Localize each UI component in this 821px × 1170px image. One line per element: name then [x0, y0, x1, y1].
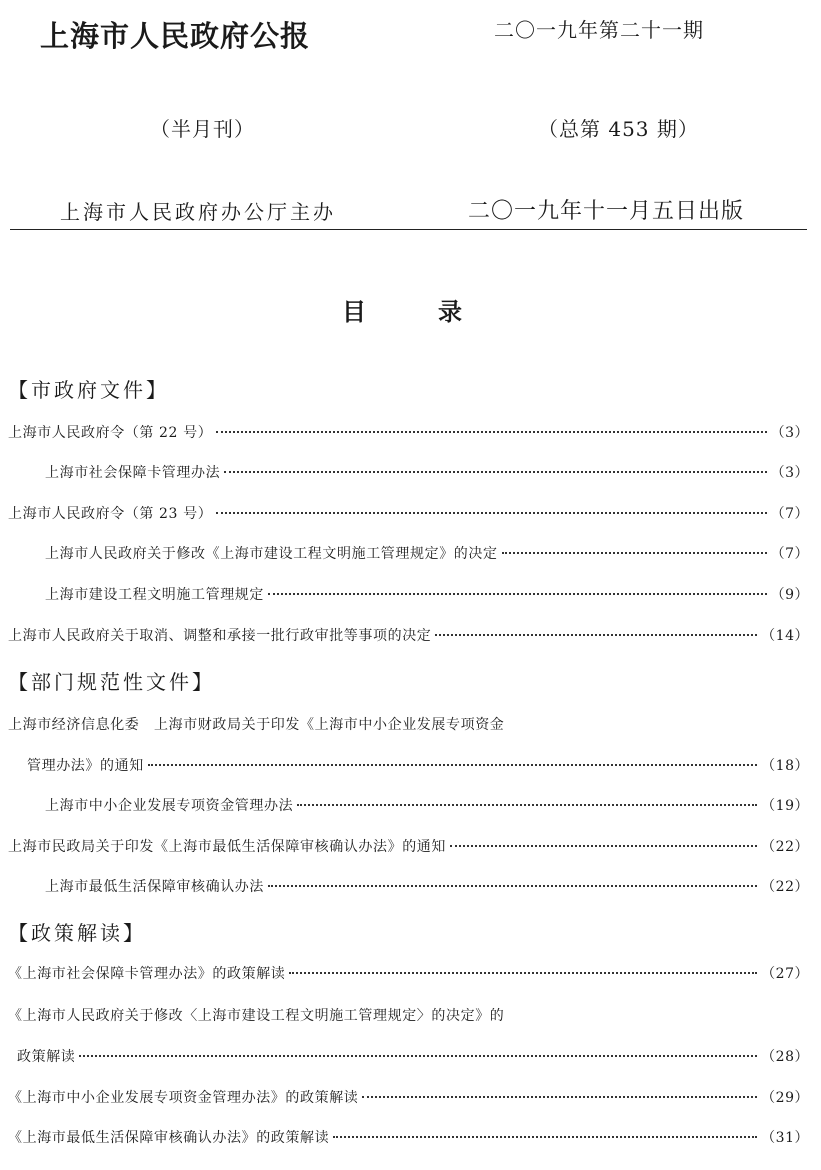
section-heading-policy-interpretation: 【政策解读】 [8, 921, 146, 945]
publisher-host: 上海市人民政府办公厅主办 [60, 200, 336, 224]
toc-entry-page: （14） [761, 628, 809, 644]
leader-dots [268, 591, 767, 595]
leader-dots [216, 429, 766, 433]
leader-dots [79, 1053, 757, 1057]
toc-entry[interactable] [45, 876, 809, 898]
toc-entry-label: 上海市人民政府令（第 22 号） [8, 425, 213, 441]
leader-dots [224, 469, 766, 473]
toc-entry[interactable] [45, 462, 809, 484]
toc-entry[interactable] [45, 795, 809, 817]
toc-entry-label: 《上海市社会保障卡管理办法》的政策解读 [8, 966, 286, 982]
toc-entry-label: 上海市人民政府关于取消、调整和承接一批行政审批等事项的决定 [8, 628, 432, 644]
toc-entry-page: （7） [770, 546, 809, 562]
toc-entry-first-line[interactable]: 《上海市人民政府关于修改〈上海市建设工程文明施工管理规定〉的决定》的 [8, 1008, 505, 1024]
leader-dots [216, 510, 766, 514]
toc-entry-label: 政策解读 [17, 1049, 76, 1065]
toc-entry-page: （19） [761, 798, 809, 814]
toc-entry-page: （27） [761, 966, 809, 982]
leader-dots [362, 1094, 757, 1098]
toc-entry-first-line[interactable]: 上海市经济信息化委 上海市财政局关于印发《上海市中小企业发展专项资金 [8, 717, 505, 733]
toc-entry[interactable] [17, 1046, 809, 1068]
toc-entry-label: 上海市人民政府令（第 23 号） [8, 506, 213, 522]
leader-dots [450, 843, 757, 847]
leader-dots [333, 1134, 757, 1138]
toc-entry-page: （22） [761, 879, 809, 895]
toc-entry-page: （3） [770, 425, 809, 441]
toc-entry-label: 管理办法》的通知 [27, 758, 144, 774]
leader-dots [502, 550, 767, 554]
toc-entry-label: 上海市最低生活保障审核确认办法 [45, 879, 264, 895]
leader-dots [297, 802, 757, 806]
toc-entry-label: 上海市社会保障卡管理办法 [45, 465, 221, 481]
toc-entry[interactable] [8, 422, 809, 444]
toc-entry-label: 《上海市最低生活保障审核确认办法》的政策解读 [8, 1130, 330, 1146]
toc-entry-label: 上海市人民政府关于修改《上海市建设工程文明施工管理规定》的决定 [45, 546, 498, 562]
toc-entry[interactable] [8, 836, 809, 858]
publish-date: 二〇一九年十一月五日出版 [468, 199, 745, 224]
toc-entry[interactable] [8, 1127, 809, 1149]
toc-entry[interactable] [27, 755, 809, 777]
toc-entry-page: （29） [761, 1090, 809, 1106]
header-divider [10, 229, 807, 230]
leader-dots [435, 632, 757, 636]
toc-entry-page: （9） [770, 587, 809, 603]
toc-entry-page: （22） [761, 839, 809, 855]
gazette-title: 上海市人民政府公报 [40, 19, 311, 53]
toc-entry-page: （3） [770, 465, 809, 481]
toc-entry-label: 《上海市中小企业发展专项资金管理办法》的政策解读 [8, 1090, 359, 1106]
issue-number: 二〇一九年第二十一期 [494, 18, 704, 42]
toc-entry-label: 上海市中小企业发展专项资金管理办法 [45, 798, 294, 814]
section-heading-municipal-documents: 【市政府文件】 [8, 378, 169, 402]
leader-dots [289, 970, 757, 974]
toc-entry[interactable] [45, 584, 809, 606]
toc-entry[interactable] [45, 543, 809, 565]
toc-title: 目录 [342, 298, 534, 326]
toc-entry-label: 上海市建设工程文明施工管理规定 [45, 587, 264, 603]
toc-entry[interactable] [8, 503, 809, 525]
toc-entry[interactable] [8, 963, 809, 985]
leader-dots [148, 762, 757, 766]
toc-entry-page: （7） [770, 506, 809, 522]
toc-entry-page: （31） [761, 1130, 809, 1146]
total-issue-number: （总第 453 期） [538, 117, 699, 141]
toc-entry[interactable] [8, 625, 809, 647]
leader-dots [268, 883, 757, 887]
toc-entry-page: （28） [761, 1049, 809, 1065]
toc-entry-page: （18） [761, 758, 809, 774]
toc-entry[interactable] [8, 1087, 809, 1109]
section-heading-department-regulations: 【部门规范性文件】 [8, 670, 215, 694]
toc-entry-label: 上海市民政局关于印发《上海市最低生活保障审核确认办法》的通知 [8, 839, 446, 855]
publication-frequency: （半月刊） [150, 117, 255, 141]
